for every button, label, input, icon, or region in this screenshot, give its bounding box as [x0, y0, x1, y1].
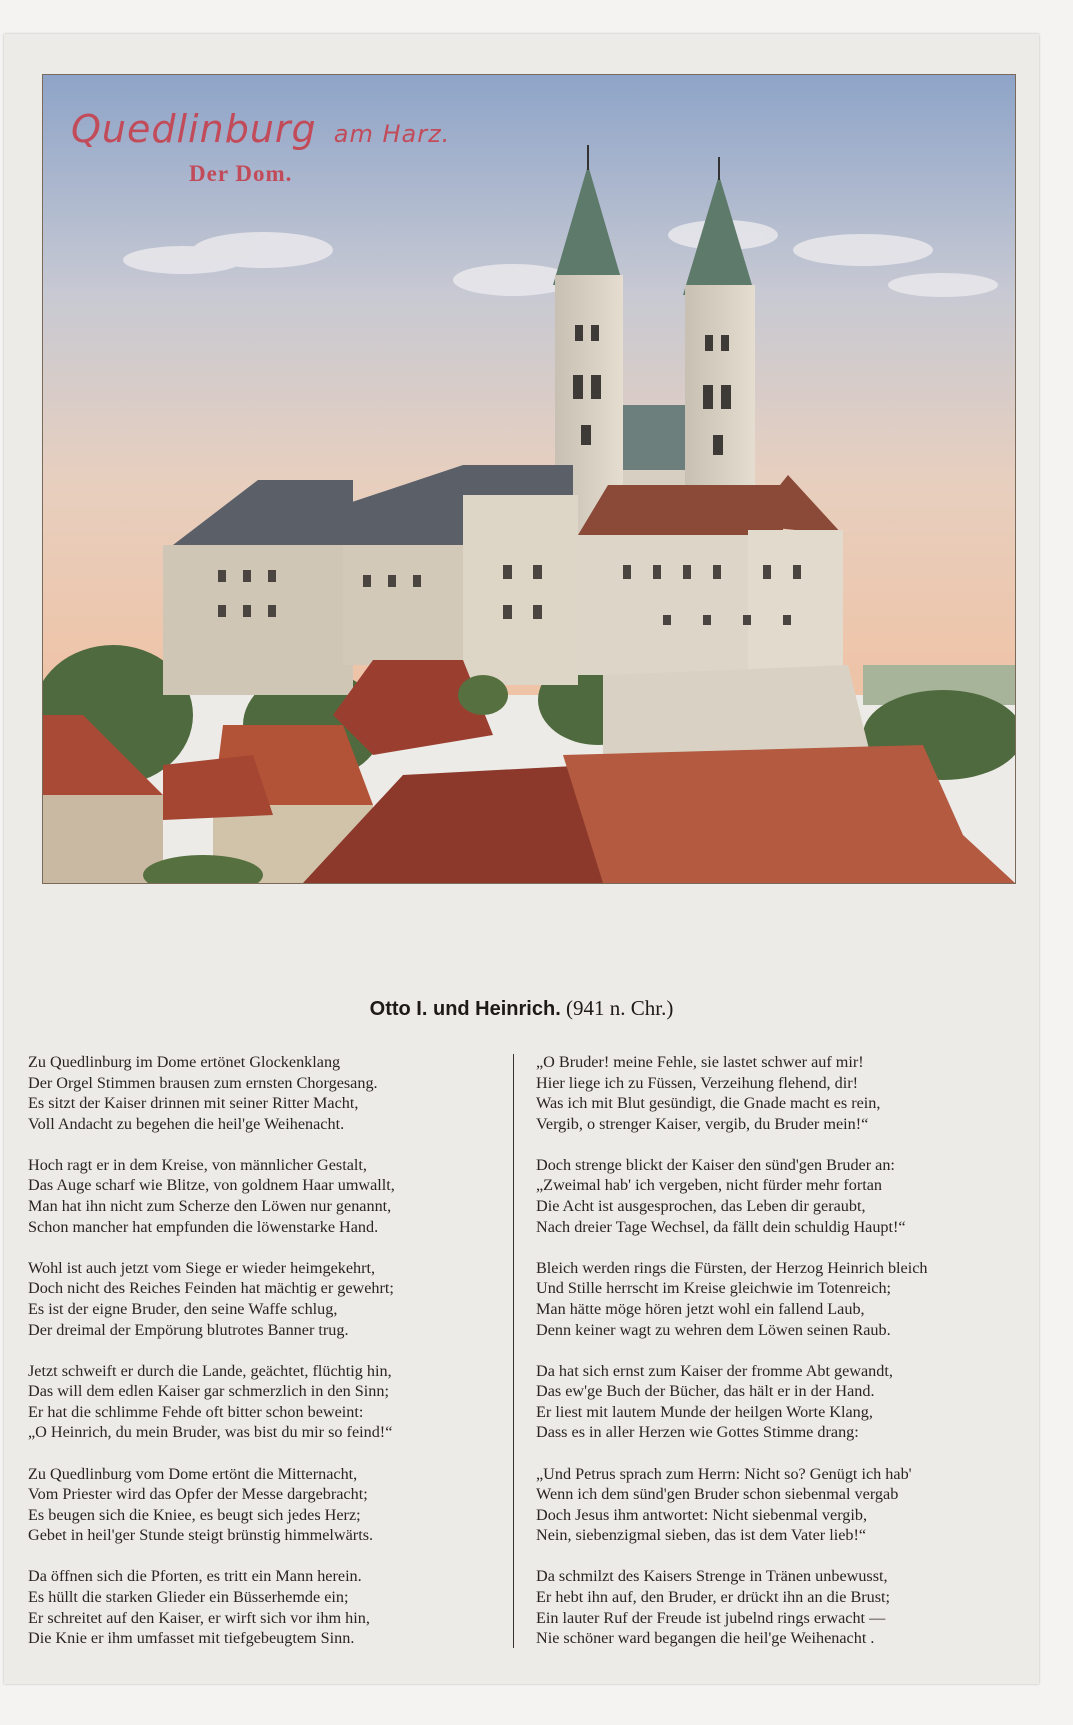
- verse-line: Es ist der eigne Bruder, den seine Waffe schlug,: [28, 1299, 338, 1318]
- card-subtitle: Der Dom.: [189, 161, 293, 186]
- postcard: [4, 34, 1039, 1684]
- verse-line: Das will dem edlen Kaiser gar schmerzlich in den Sinn;: [28, 1382, 389, 1401]
- verse-line: Jetzt schweift er durch die Lande, geächtet, flüchtig hin,: [28, 1361, 392, 1380]
- cathedral-picture: [42, 74, 1016, 884]
- poem-title: Otto I. und Heinrich.: [369, 998, 561, 1020]
- verse-line: Da öffnen sich die Pforten, es tritt ein Mann herein.: [28, 1567, 362, 1586]
- card-title-main: Quedlinburg: [71, 107, 317, 151]
- verse-line: „Zweimal hab' ich vergeben, nicht fürder mehr fortan: [536, 1176, 883, 1195]
- verse-line: Die Acht ist ausgesprochen, das Leben dir geraubt,: [536, 1197, 866, 1216]
- verse-line: Das ew'ge Buch der Bücher, das hält er in der Hand.: [536, 1382, 875, 1401]
- verse-line: „O Heinrich, du mein Bruder, was bist du mir so feind!“: [28, 1423, 393, 1442]
- verse-line: Wenn ich dem sünd'gen Bruder schon siebenmal vergab: [536, 1485, 899, 1504]
- verse-line: Er schreitet auf den Kaiser, er wirft sich vor ihm hin,: [28, 1608, 370, 1627]
- cathedral-illustration: [43, 75, 1015, 883]
- verse-line: Nein, siebenzigmal sieben, das ist dem Vater lieb!“: [536, 1526, 867, 1545]
- verse-line: Doch nicht des Reiches Feinden hat mächtig er gewehrt;: [28, 1279, 394, 1298]
- card-title: [71, 107, 450, 151]
- verse-line: Er hebt ihn auf, den Bruder, er drückt ihn an die Brust;: [536, 1587, 891, 1606]
- verse-line: Der dreimal der Empörung blutrotes Banner trug.: [28, 1320, 349, 1339]
- verse-line: Hier liege ich zu Füssen, Verzeihung flehend, dir!: [536, 1073, 859, 1092]
- stanza: [536, 1052, 1016, 1134]
- verse-line: Vom Priester wird das Opfer der Messe dargebracht;: [28, 1485, 368, 1504]
- verse-line: Voll Andacht zu begehen die heil'ge Weihenacht.: [28, 1114, 345, 1133]
- poem-right-column: [536, 1052, 1016, 1669]
- verse-line: Da schmilzt des Kaisers Strenge in Tränen unbewusst,: [536, 1567, 888, 1586]
- verse-line: Es beugen sich die Kniee, es beugt sich jedes Herz;: [28, 1505, 361, 1524]
- verse-line: Doch strenge blickt der Kaiser den sünd'gen Bruder an:: [536, 1155, 895, 1174]
- verse-line: Es hüllt die starken Glieder ein Büsserhemde ein;: [28, 1587, 349, 1606]
- verse-line: Das Auge scharf wie Blitze, von goldnem Haar umwallt,: [28, 1176, 395, 1195]
- stanza: [536, 1361, 1016, 1443]
- verse-line: Bleich werden rings die Fürsten, der Herzog Heinrich bleich: [536, 1258, 928, 1277]
- verse-line: Es sitzt der Kaiser drinnen mit seiner Ritter Macht,: [28, 1094, 359, 1113]
- stanza: [536, 1464, 1016, 1546]
- verse-line: „Und Petrus sprach zum Herrn: Nicht so? Genügt ich hab': [536, 1464, 912, 1483]
- verse-line: Er hat die schlimme Fehde oft bitter schon beweint:: [28, 1402, 364, 1421]
- verse-line: Da hat sich ernst zum Kaiser der fromme Abt gewandt,: [536, 1361, 893, 1380]
- verse-line: Was ich mit Blut gesündigt, die Gnade macht es rein,: [536, 1094, 881, 1113]
- verse-line: Die Knie er ihm umfasset mit tiefgebeugtem Sinn.: [28, 1629, 355, 1648]
- verse-line: Nie schöner ward begangen die heil'ge Weihenacht .: [536, 1629, 875, 1648]
- poem-date: (941 n. Chr.): [566, 996, 674, 1020]
- verse-line: Er liest mit lautem Munde der heilgen Worte Klang,: [536, 1402, 873, 1421]
- verse-line: Zu Quedlinburg vom Dome ertönt die Mitternacht,: [28, 1464, 358, 1483]
- verse-line: Hoch ragt er in dem Kreise, von männlicher Gestalt,: [28, 1155, 367, 1174]
- verse-line: Gebet in heil'ger Stunde steigt brünstig himmelwärts.: [28, 1526, 374, 1545]
- verse-line: Der Orgel Stimmen brausen zum ernsten Chorgesang.: [28, 1073, 378, 1092]
- verse-line: Ein lauter Ruf der Freude ist jubelnd rings erwacht —: [536, 1608, 886, 1627]
- verse-line: Dass es in aller Herzen wie Gottes Stimme drang:: [536, 1423, 859, 1442]
- verse-line: Vergib, o strenger Kaiser, vergib, du Bruder mein!“: [536, 1114, 869, 1133]
- stanza: [28, 1155, 508, 1237]
- stanza: [28, 1566, 508, 1648]
- verse-line: „O Bruder! meine Fehle, sie lastet schwer auf mir!: [536, 1053, 864, 1071]
- verse-line: Nach dreier Tage Wechsel, da fällt dein schuldig Haupt!“: [536, 1217, 906, 1236]
- verse-line: Man hätte möge hören jetzt wohl ein fallend Laub,: [536, 1299, 865, 1318]
- poem-heading: [4, 996, 1039, 1021]
- verse-line: Wohl ist auch jetzt vom Siege er wieder heimgekehrt,: [28, 1258, 376, 1277]
- column-divider: [513, 1054, 514, 1648]
- poem-left-column: [28, 1052, 508, 1669]
- verse-line: Man hat ihn nicht zum Scherze den Löwen nur genannt,: [28, 1197, 392, 1216]
- stanza: [28, 1361, 508, 1443]
- stanza: [536, 1258, 1016, 1340]
- verse-line: Doch Jesus ihm antwortet: Nicht siebenmal vergib,: [536, 1505, 868, 1524]
- card-title-suffix: am Harz.: [333, 120, 451, 148]
- stanza: [28, 1258, 508, 1340]
- stanza: [28, 1052, 508, 1134]
- stanza: [536, 1566, 1016, 1648]
- verse-line: Und Stille herrscht im Kreise gleichwie im Totenreich;: [536, 1279, 892, 1298]
- verse-line: Schon mancher hat empfunden die löwenstarke Hand.: [28, 1217, 379, 1236]
- stanza: [536, 1155, 1016, 1237]
- verse-line: Zu Quedlinburg im Dome ertönet Glockenklang: [28, 1053, 341, 1071]
- stanza: [28, 1464, 508, 1546]
- verse-line: Denn keiner wagt zu wehren dem Löwen seinen Raub.: [536, 1320, 891, 1339]
